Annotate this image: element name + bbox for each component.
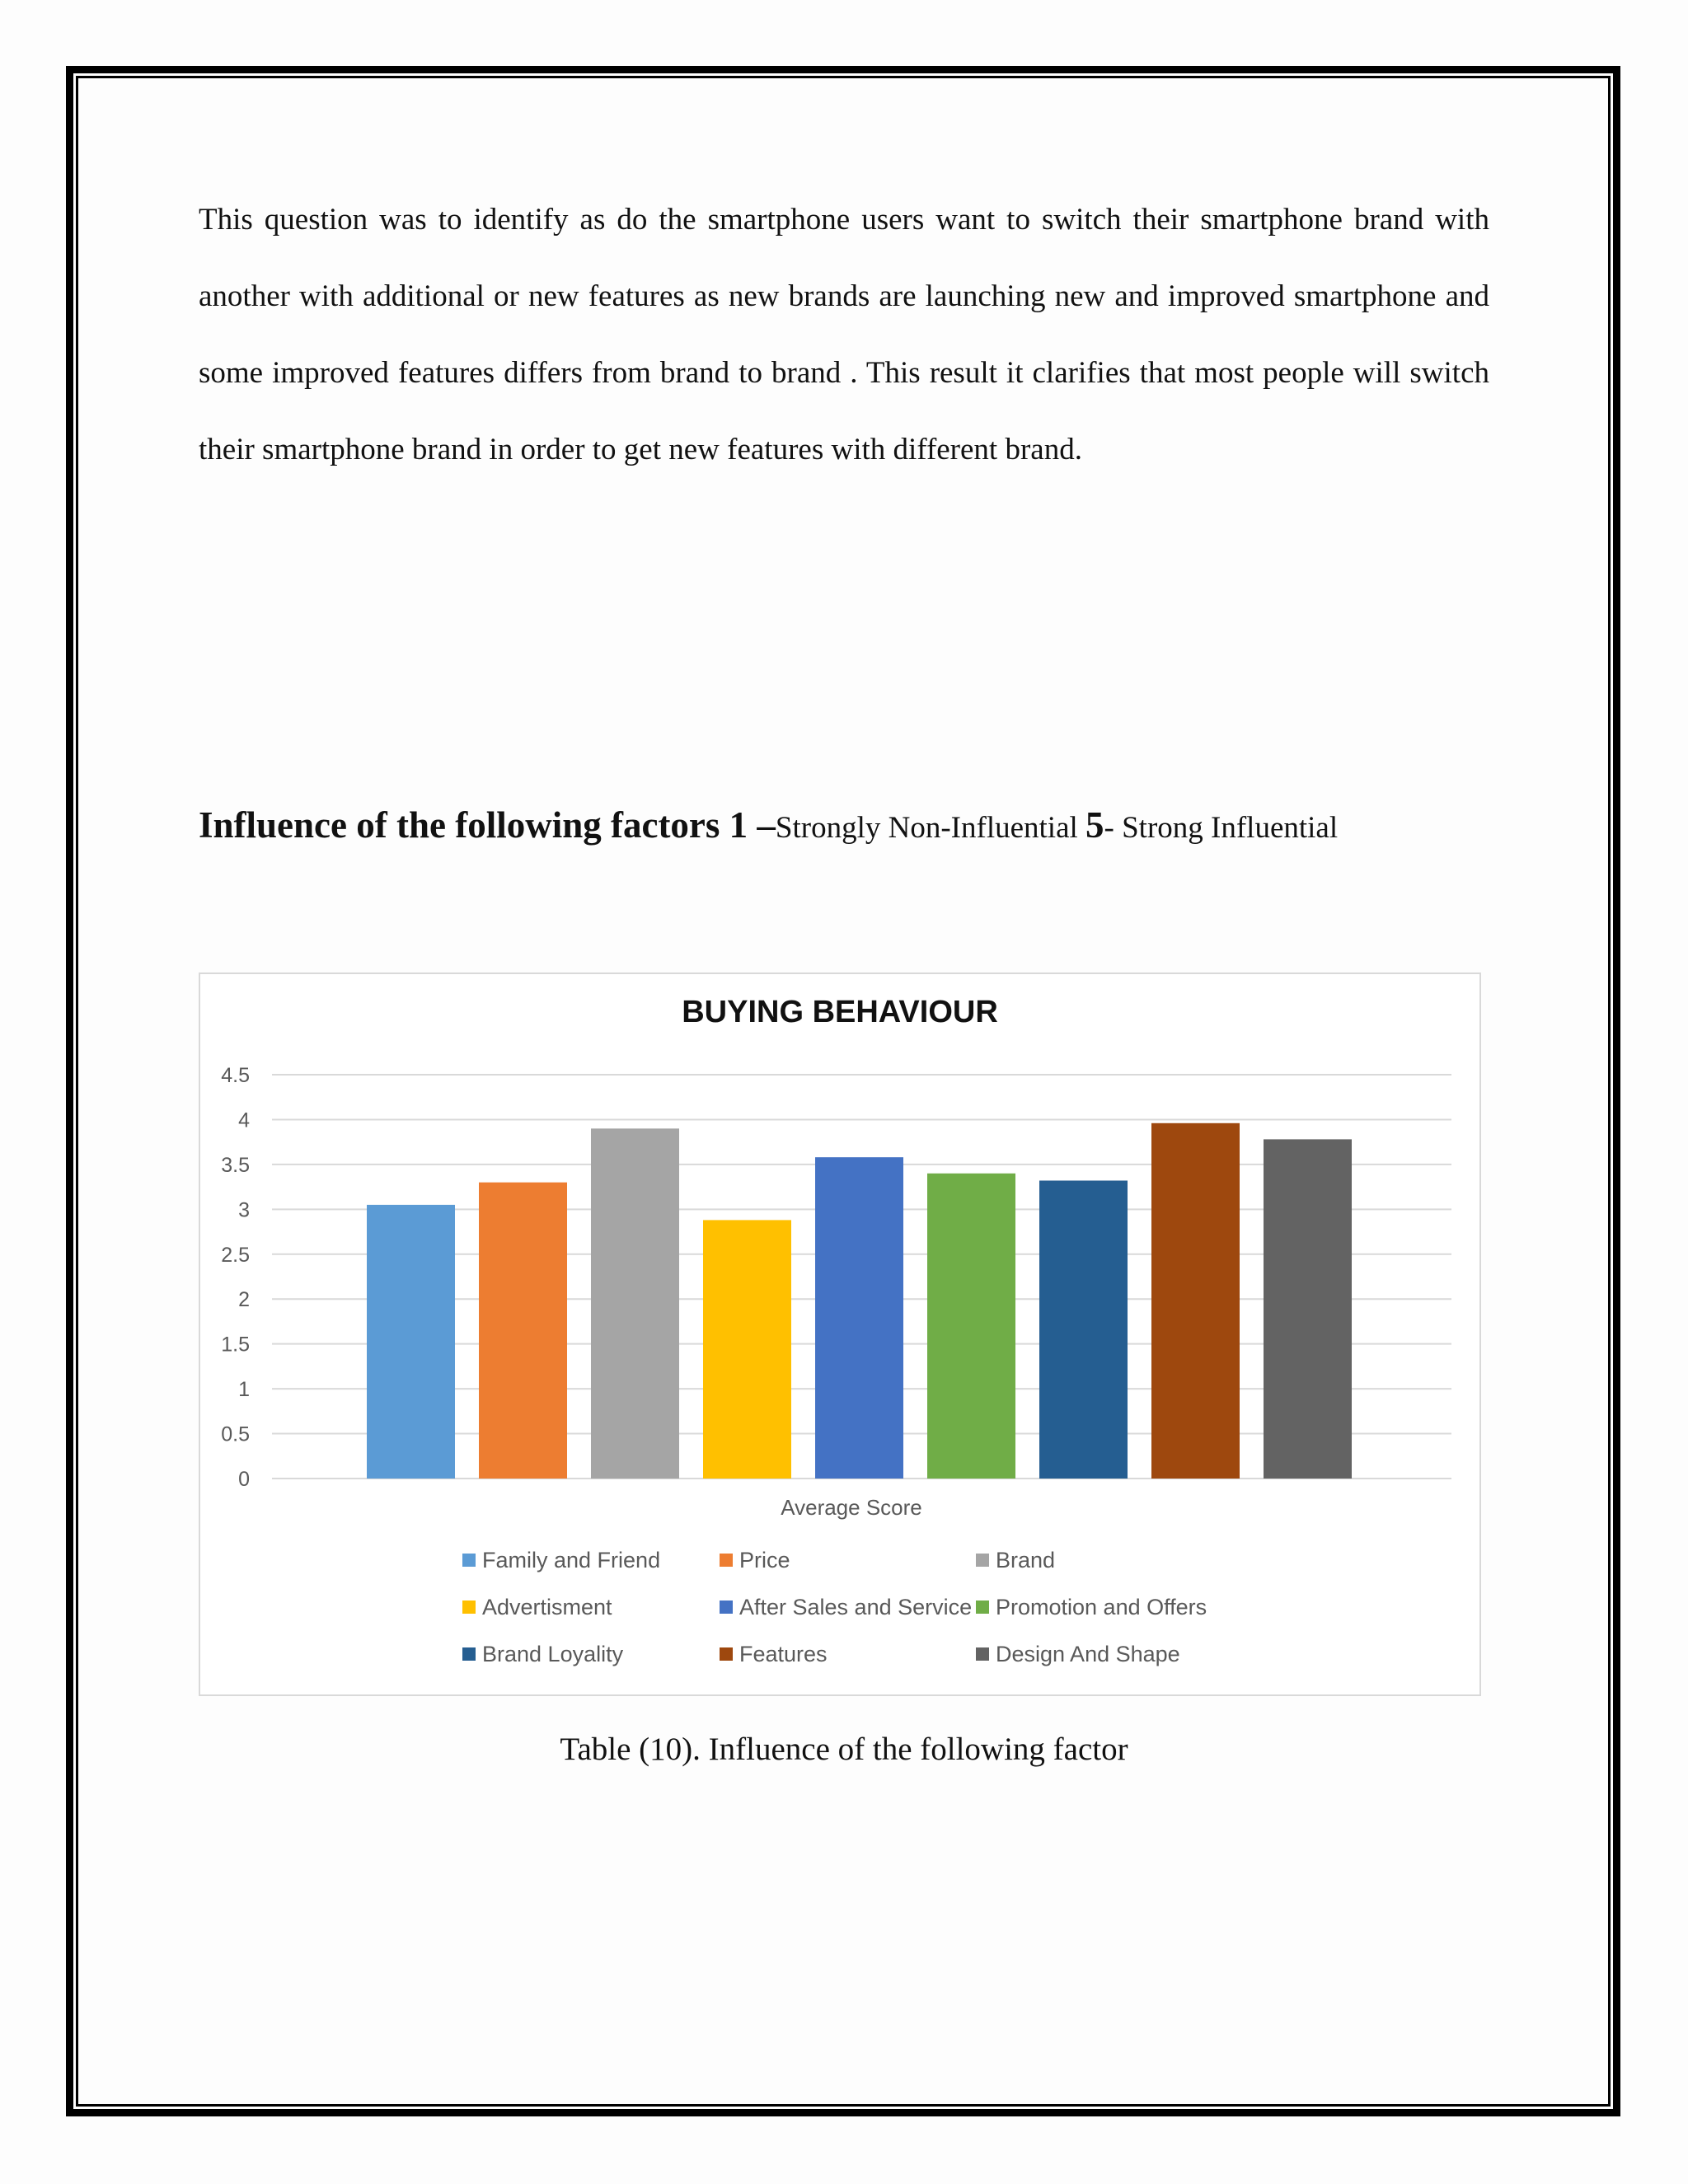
legend-item: [462, 1592, 720, 1622]
y-tick-label: 3: [238, 1198, 250, 1222]
legend-label: Design And Shape: [996, 1641, 1180, 1666]
legend-swatch: [976, 1601, 989, 1614]
legend-item: [976, 1545, 1232, 1575]
legend-item: [462, 1639, 720, 1669]
legend-swatch: [976, 1554, 989, 1567]
y-tick-label: 4: [238, 1108, 250, 1132]
legend-label: Advertisment: [482, 1594, 612, 1619]
y-tick-label: 2: [238, 1288, 250, 1312]
legend-label: Brand Loyality: [482, 1641, 624, 1666]
bar-price: [479, 1183, 567, 1479]
legend-swatch: [462, 1647, 476, 1661]
legend-item: [720, 1639, 976, 1669]
table-caption: Table (10). Influence of the following factor: [560, 1732, 1128, 1767]
legend-item: [720, 1592, 976, 1622]
bar-advertisment: [703, 1220, 791, 1479]
heading-bold-part-2: 5: [1085, 804, 1104, 846]
heading-part-3: - Strong Influential: [1104, 811, 1339, 845]
heading-part-2: Strongly Non-Influential: [775, 811, 1086, 845]
legend-swatch: [976, 1647, 989, 1661]
legend-swatch: [720, 1647, 733, 1661]
x-axis-label: Average Score: [781, 1495, 922, 1520]
y-tick-label: 1.5: [221, 1333, 250, 1357]
bar-chart: [200, 974, 1479, 1502]
legend-item: [462, 1545, 720, 1575]
y-tick-label: 2.5: [221, 1243, 250, 1267]
chart-legend: [462, 1545, 1254, 1669]
bar-family-and-friend: [367, 1205, 455, 1479]
legend-label: Family and Friend: [482, 1547, 661, 1572]
legend-label: Brand: [996, 1547, 1056, 1572]
chart-title: BUYING BEHAVIOUR: [682, 995, 998, 1029]
legend-swatch: [720, 1601, 733, 1614]
y-tick-label: 0.5: [221, 1422, 250, 1446]
legend-label: Promotion and Offers: [996, 1594, 1207, 1619]
bar-design-and-shape: [1264, 1139, 1352, 1479]
y-tick-label: 4.5: [221, 1064, 250, 1087]
bar-after-sales-and-service: [815, 1157, 903, 1479]
y-tick-label: 0: [238, 1468, 250, 1491]
y-tick-label: 1: [238, 1378, 250, 1402]
legend-item: [976, 1592, 1232, 1622]
legend-item: [976, 1639, 1232, 1669]
bar-brand: [591, 1128, 679, 1479]
legend-label: Price: [739, 1547, 790, 1572]
legend-label: Features: [739, 1641, 828, 1666]
chart-container: [199, 972, 1481, 1696]
bar-features: [1151, 1123, 1240, 1479]
y-tick-label: 3.5: [221, 1153, 250, 1177]
bar-brand-loyality: [1039, 1180, 1128, 1479]
bar-promotion-and-offers: [927, 1174, 1015, 1479]
legend-swatch: [462, 1601, 476, 1614]
legend-item: [720, 1545, 976, 1575]
body-paragraph: This question was to identify as do the smartphone users want to switch their smartphone brand with another with additional or new features as new brands are launching new and improved smartphone and some improved features differs from brand to brand . This result it clarifies that most people will switch their smartphone brand in order to get new features with different brand.: [199, 203, 1489, 466]
legend-swatch: [462, 1554, 476, 1567]
legend-label: After Sales and Service: [739, 1594, 973, 1619]
heading-bold-part: Influence of the following factors 1 –: [199, 804, 776, 846]
legend-swatch: [720, 1554, 733, 1567]
section-heading: [199, 804, 1559, 846]
